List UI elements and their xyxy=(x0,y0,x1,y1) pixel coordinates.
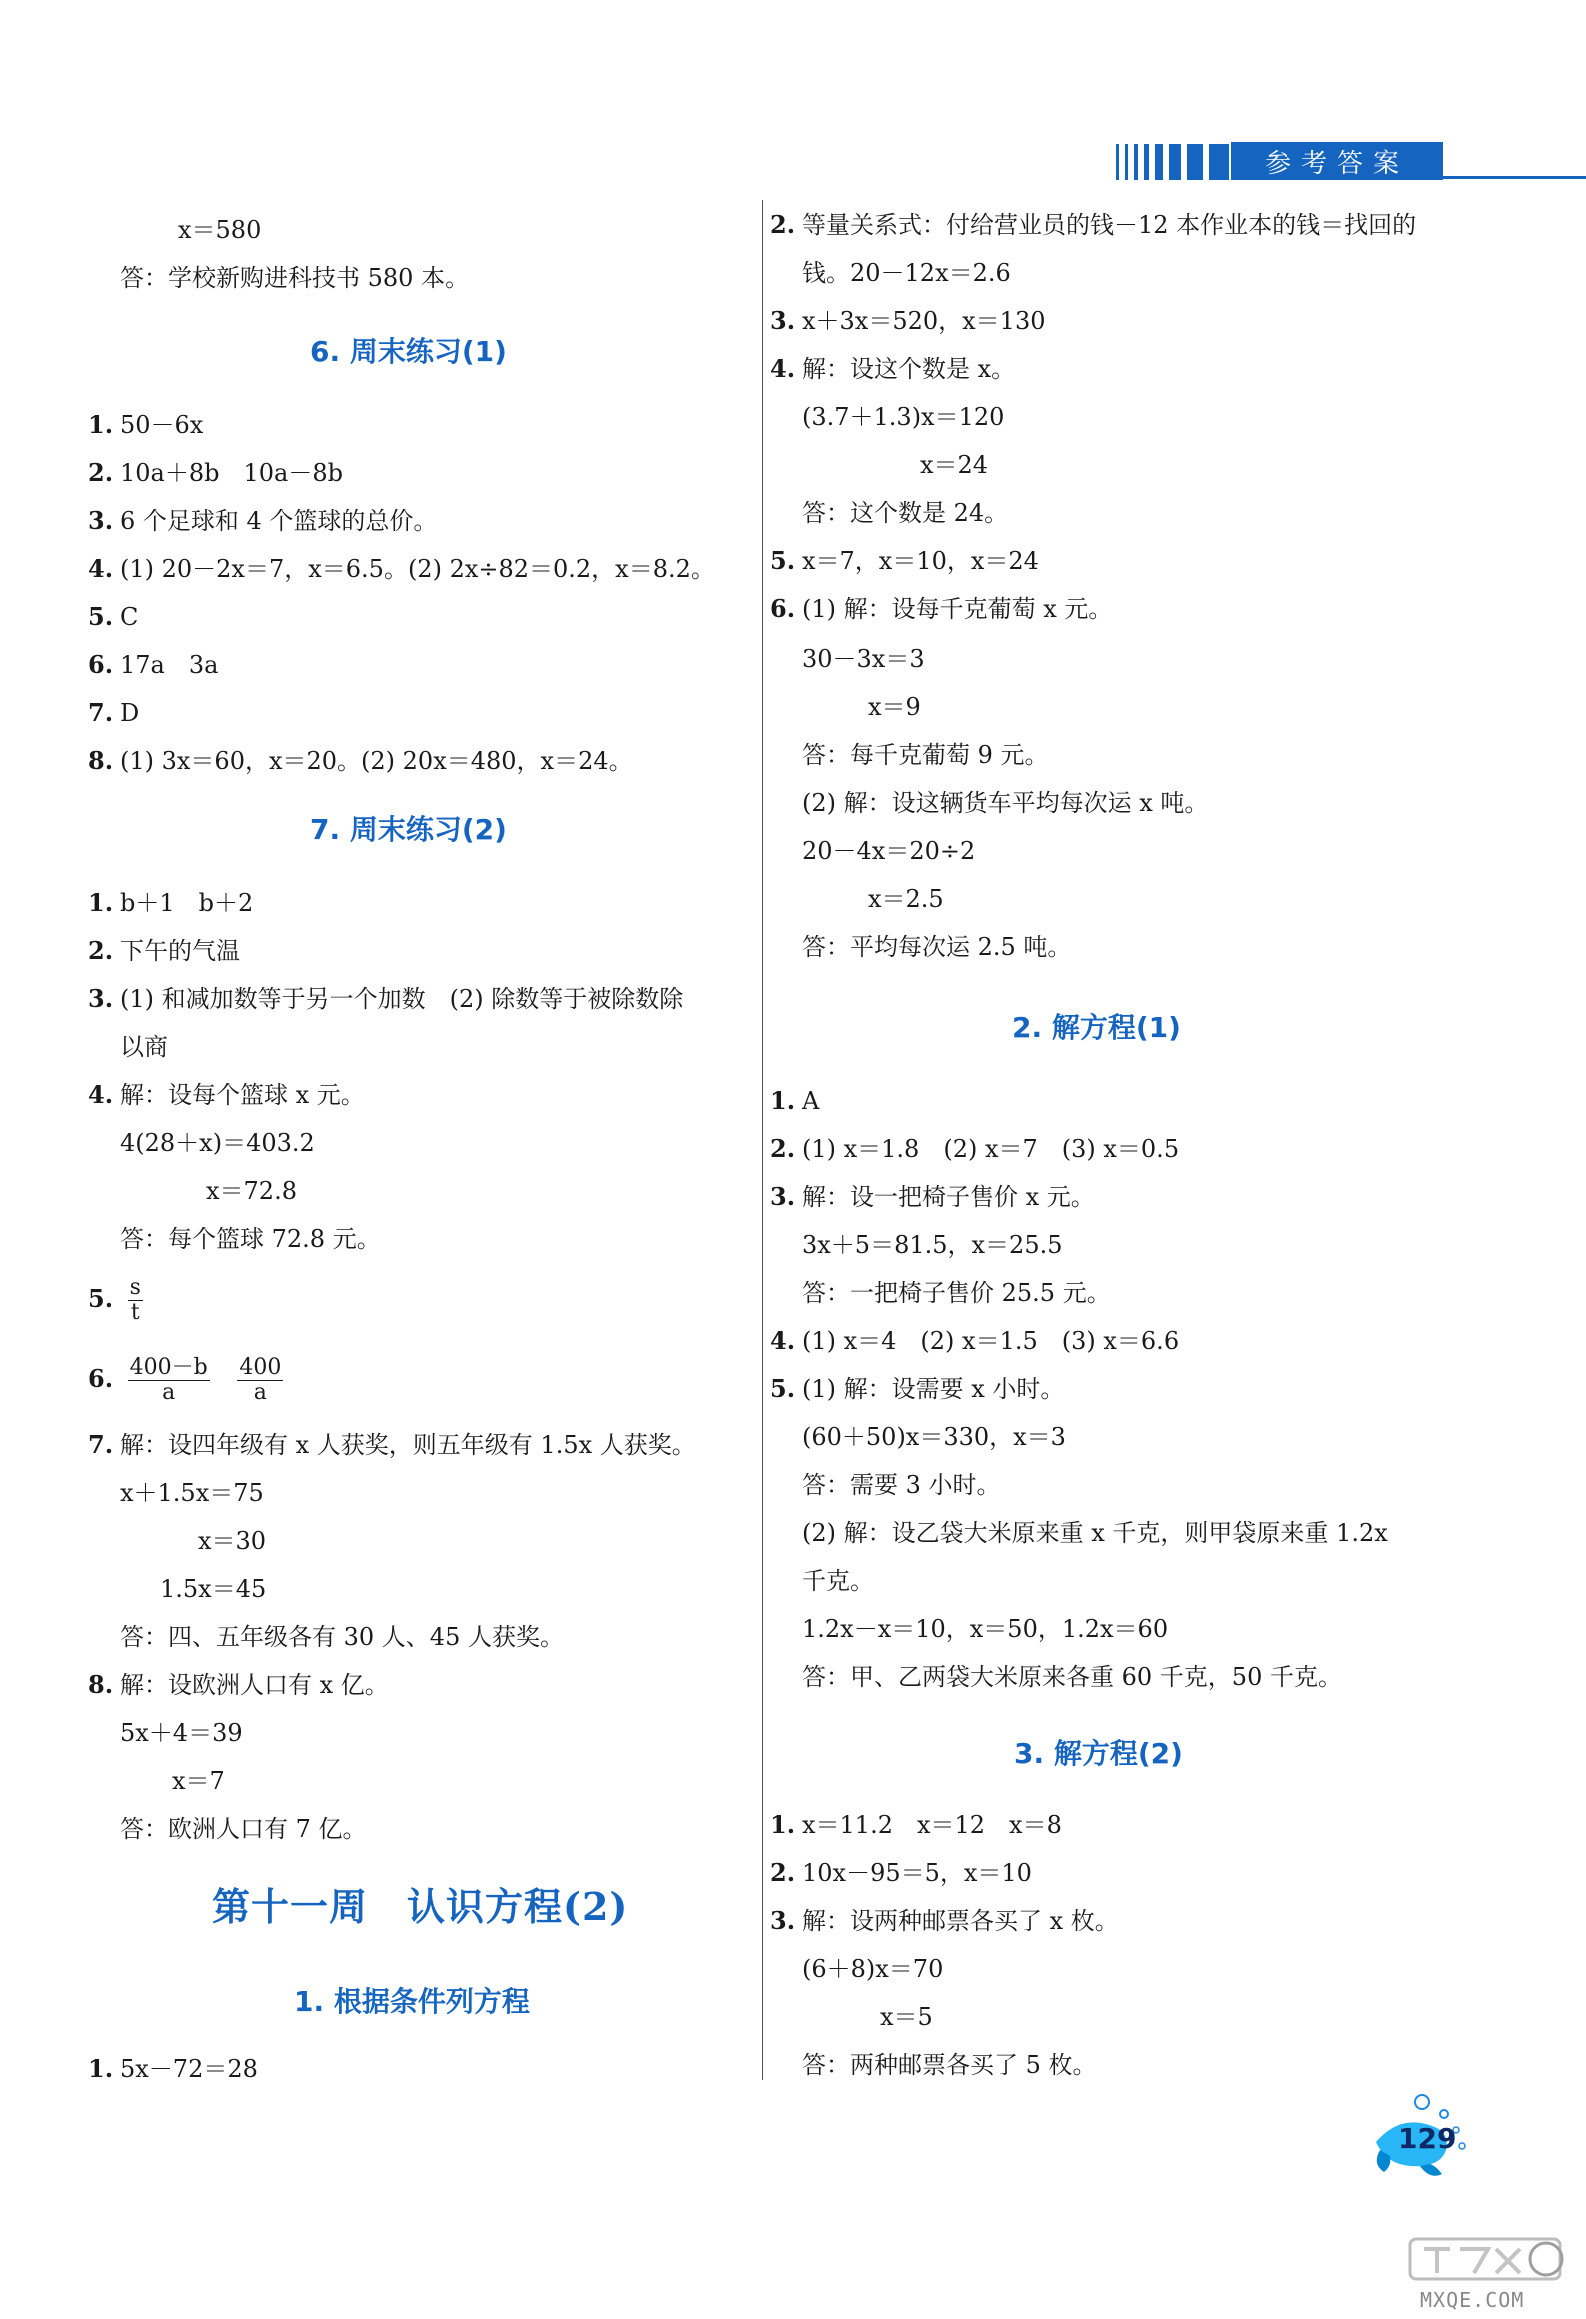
list-item: 3. 解：设两种邮票各买了 x 枚。 xyxy=(770,1906,1119,1935)
item-answer: (1) 20－2x＝7，x＝6.5。(2) 2x÷82＝0.2，x＝8.2。 xyxy=(120,555,715,583)
item-answer: (1) 3x＝60，x＝20。(2) 20x＝480，x＝24。 xyxy=(120,747,633,775)
watermark-site: MXQE.COM xyxy=(1420,2288,1525,2312)
list-item: 3. x＋3x＝520，x＝130 xyxy=(770,306,1046,335)
answer-line: 答：两种邮票各买了 5 枚。 xyxy=(802,2051,1097,2079)
list-item: 8. 解：设欧洲人口有 x 亿。 xyxy=(88,1670,389,1699)
answer-key-header xyxy=(1098,140,1586,184)
list-item: 2. 10x－95＝5，x＝10 xyxy=(770,1858,1032,1887)
answer-line: x＝9 xyxy=(868,693,921,721)
list-item: 5. $\frac{s}{t}$ xyxy=(88,1275,141,1325)
answer-line: x＝2.5 xyxy=(868,885,944,913)
section-heading: 2. 解方程(1) xyxy=(1012,1011,1181,1044)
list-item: 1. A xyxy=(770,1086,820,1115)
answer-line: 4(28＋x)＝403.2 xyxy=(120,1129,315,1157)
item-number: 4. xyxy=(88,554,114,583)
list-item xyxy=(88,744,633,778)
answer-line: x＝30 xyxy=(198,1527,267,1555)
item-answer: 6 个足球和 4 个篮球的总价。 xyxy=(120,507,438,535)
answer-line: 30－3x＝3 xyxy=(802,645,925,673)
answer-line: x＝7 xyxy=(172,1767,225,1795)
list-item: 2. 下午的气温 xyxy=(88,936,240,965)
answer-line: x＝72.8 xyxy=(206,1177,297,1205)
item-answer: D xyxy=(120,699,140,727)
item-answer: 17a 3a xyxy=(120,651,219,679)
answer-line: 答：四、五年级各有 30 人、45 人获奖。 xyxy=(120,1623,564,1651)
list-item: 5. x＝7，x＝10，x＝24 xyxy=(770,546,1039,575)
list-item: 4. 解：设这个数是 x。 xyxy=(770,354,1016,383)
fraction: $\frac{400}{a}$ xyxy=(239,1355,282,1405)
list-item: 3. (1) 和减加数等于另一个加数 (2) 除数等于被除数除 xyxy=(88,984,684,1013)
answer-line: 答：需要 3 小时。 xyxy=(802,1471,1001,1499)
item-number: 8. xyxy=(88,746,114,775)
list-item: 6. $\frac{400-b}{a}$ $\frac{400}{a}$ xyxy=(88,1355,282,1405)
answer-line: (3.7＋1.3)x＝120 xyxy=(802,403,1005,431)
column-divider xyxy=(762,200,763,2080)
item-number: 7. xyxy=(88,698,114,727)
answer-line: 1.2x－x＝10，x＝50，1.2x＝60 xyxy=(802,1615,1169,1643)
fraction: $\frac{400-b}{a}$ xyxy=(129,1355,208,1405)
answer-line: x＝580 xyxy=(178,216,262,244)
answer-line: 答：甲、乙两袋大米原来各重 60 千克，50 千克。 xyxy=(802,1663,1342,1691)
section-heading: 3. 解方程(2) xyxy=(1014,1737,1183,1770)
answer-line: 千克。 xyxy=(802,1567,874,1595)
answer-line: 答：学校新购进科技书 580 本。 xyxy=(120,264,470,292)
answer-line: x＝24 xyxy=(920,451,989,479)
answer-line: 以商 xyxy=(120,1033,168,1061)
list-item xyxy=(88,456,343,490)
week-title: 第十一周 认识方程(2) xyxy=(212,1884,629,1929)
answer-line: 答：欧洲人口有 7 亿。 xyxy=(120,1815,367,1843)
list-item: 4. 解：设每个篮球 x 元。 xyxy=(88,1080,365,1109)
list-item xyxy=(88,696,139,730)
answer-line: (60＋50)x＝330，x＝3 xyxy=(802,1423,1066,1451)
list-item: 2. 等量关系式：付给营业员的钱－12 本作业本的钱＝找回的 xyxy=(770,210,1417,239)
item-answer: 10a＋8b 10a－8b xyxy=(120,459,343,487)
fraction: $\frac{s}{t}$ xyxy=(129,1275,141,1325)
list-item: 4. (1) x＝4 (2) x＝1.5 (3) x＝6.6 xyxy=(770,1326,1180,1355)
answer-line: 答：一把椅子售价 25.5 元。 xyxy=(802,1279,1111,1307)
list-item xyxy=(88,408,203,442)
answer-line: x＝5 xyxy=(880,2003,933,2031)
answer-line: 5x＋4＝39 xyxy=(120,1719,243,1747)
list-item: 7. 解：设四年级有 x 人获奖，则五年级有 1.5x 人获奖。 xyxy=(88,1430,696,1459)
answer-line: 钱。20－12x＝2.6 xyxy=(802,259,1011,287)
header-banner-label: 参考答案 xyxy=(1231,142,1443,180)
list-item: 5. (1) 解：设需要 x 小时。 xyxy=(770,1374,1065,1403)
answer-line: (2) 解：设乙袋大米原来重 x 千克，则甲袋原来重 1.2x xyxy=(802,1519,1388,1547)
section-heading: 1. 根据条件列方程 xyxy=(294,1985,530,2018)
list-item: 6. (1) 解：设每千克葡萄 x 元。 xyxy=(770,594,1113,623)
item-number: 1. xyxy=(88,410,114,439)
answer-line: 20－4x＝20÷2 xyxy=(802,837,976,865)
answer-line: 1.5x＝45 xyxy=(160,1575,267,1603)
list-item xyxy=(88,600,138,634)
header-rule xyxy=(1443,176,1586,179)
list-item: 1. b＋1 b＋2 xyxy=(88,888,254,917)
answer-line: 答：每个篮球 72.8 元。 xyxy=(120,1225,381,1253)
page-number: 129 xyxy=(1398,2122,1457,2155)
list-item: 3. 解：设一把椅子售价 x 元。 xyxy=(770,1182,1095,1211)
answer-line: 答：这个数是 24。 xyxy=(802,499,1009,527)
answer-line: (6＋8)x＝70 xyxy=(802,1955,944,1983)
answer-line: (2) 解：设这辆货车平均每次运 x 吨。 xyxy=(802,789,1209,817)
answer-line: 答：平均每次运 2.5 吨。 xyxy=(802,933,1072,961)
item-answer: C xyxy=(120,603,139,631)
item-number: 2. xyxy=(88,458,114,487)
list-item: 1. 5x－72＝28 xyxy=(88,2054,258,2083)
section-heading: 7. 周末练习(2) xyxy=(310,813,507,846)
list-item xyxy=(88,552,715,586)
list-item: 2. (1) x＝1.8 (2) x＝7 (3) x＝0.5 xyxy=(770,1134,1180,1163)
list-item xyxy=(88,504,437,538)
section-heading: 6. 周末练习(1) xyxy=(310,335,507,368)
item-answer: 50－6x xyxy=(120,411,204,439)
answer-line: 答：每千克葡萄 9 元。 xyxy=(802,741,1049,769)
list-item: 1. x＝11.2 x＝12 x＝8 xyxy=(770,1810,1062,1839)
list-item xyxy=(88,648,218,682)
answer-line: x＋1.5x＝75 xyxy=(120,1479,264,1507)
answer-line: 3x＋5＝81.5，x＝25.5 xyxy=(802,1231,1063,1259)
item-number: 6. xyxy=(88,650,114,679)
header-stripes xyxy=(1116,144,1229,180)
item-number: 3. xyxy=(88,506,114,535)
item-number: 5. xyxy=(88,602,114,631)
